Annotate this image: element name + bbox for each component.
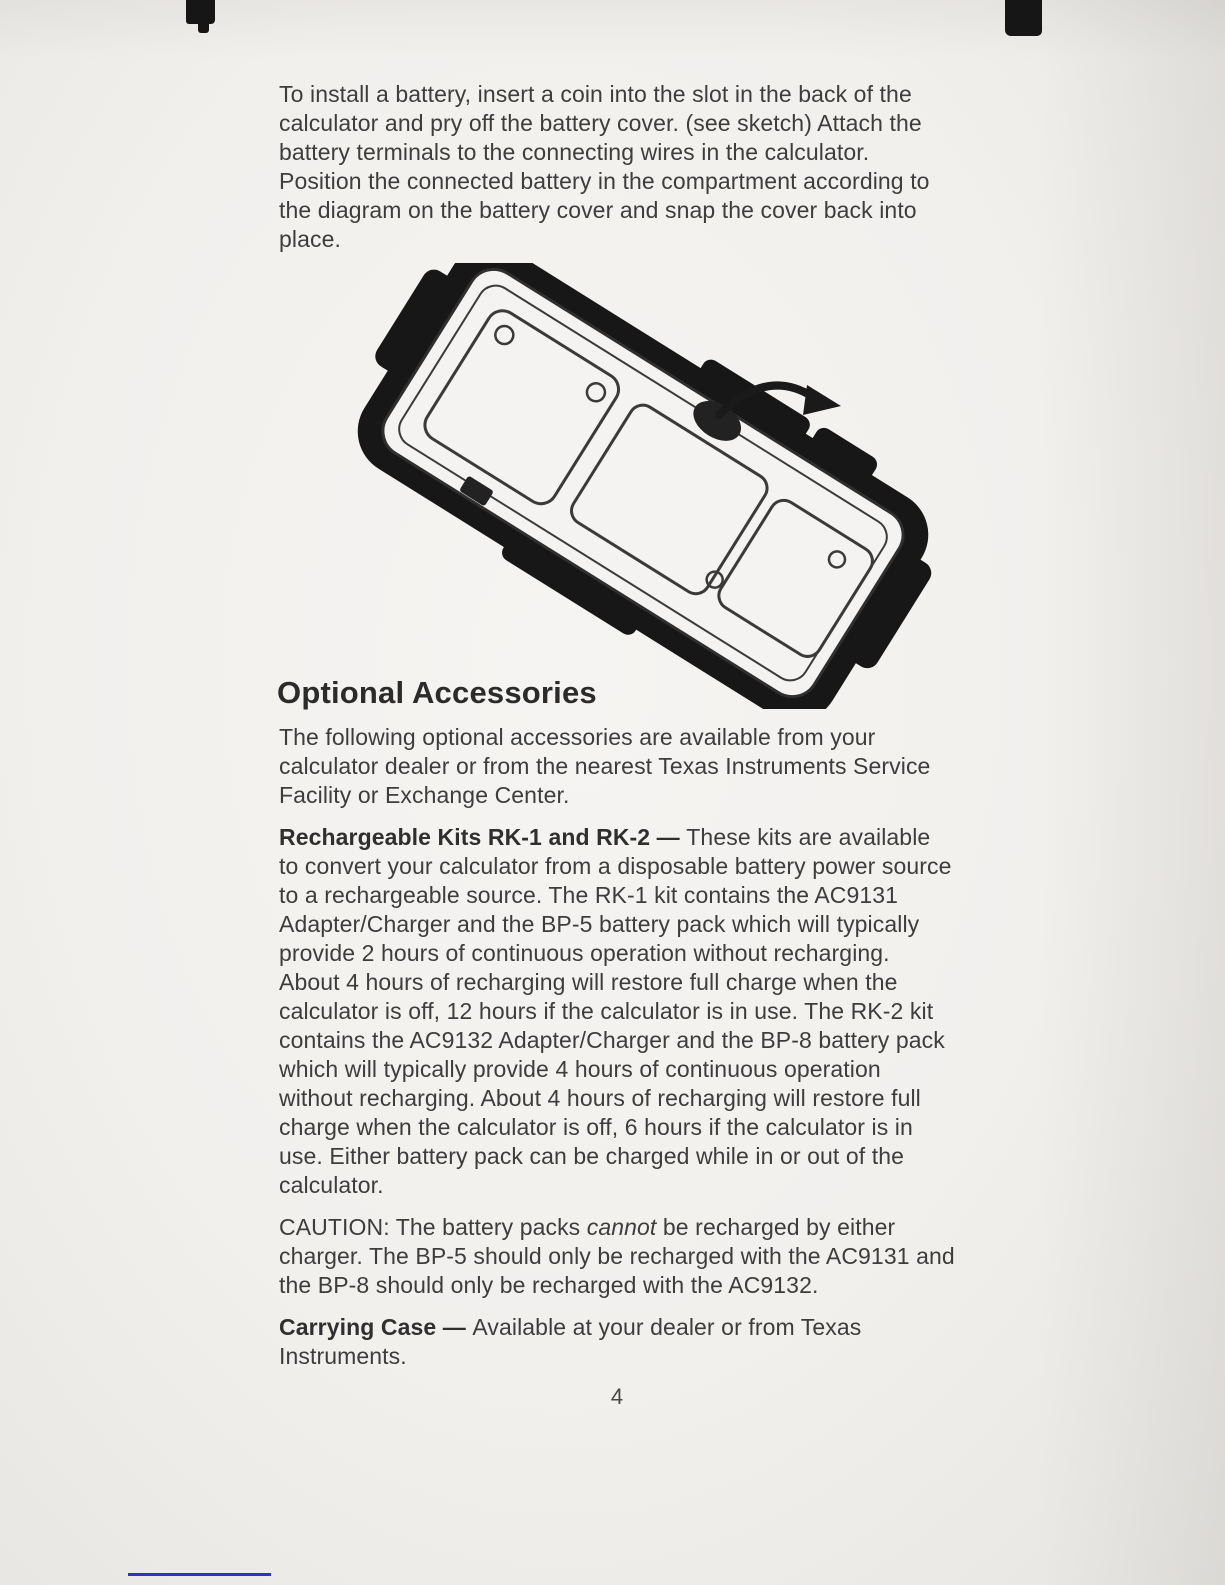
- caution-italic-word: cannot: [586, 1214, 657, 1240]
- caution-paragraph: [279, 1213, 955, 1300]
- carrying-case-body: Available at your dealer or from Texas Instruments.: [279, 1314, 862, 1369]
- rechargeable-kits-lead: Rechargeable Kits RK-1 and RK-2 —: [279, 824, 687, 850]
- scan-artifact-top-right: [1005, 0, 1042, 36]
- scan-artifact-top-left-tail: [198, 22, 209, 33]
- carrying-case-lead: Carrying Case —: [279, 1314, 473, 1340]
- caution-text-before: CAUTION: The battery packs: [279, 1214, 587, 1240]
- page-number: 4: [610, 1384, 624, 1409]
- scan-right-shading: [1035, 0, 1225, 1585]
- calculator-back-sketch-icon: [351, 263, 935, 709]
- calculator-back-illustration: [279, 267, 955, 671]
- accessories-intro-paragraph: The following optional accessories are available from your calculator dealer or from the nearest Texas Instruments Service Facility or Exchange Center.: [279, 724, 931, 808]
- carrying-case-paragraph: [279, 1313, 955, 1371]
- scan-artifact-blue-line: [128, 1573, 271, 1576]
- rechargeable-kits-body: These kits are available to convert your calculator from a disposable battery power source to a rechargeable source. The RK-1 kit contains the AC9131 Adapter/Charger and the BP-5 battery pack which will typically provide 2 hours of continuous operation without recharging. About 4 hours of recharging will restore full charge when the calculator is off, 12 hours if the calculator is in use. The RK-2 kit contains the AC9132 Adapter/Charger and the BP-8 battery pack which will typically provide 4 hours of continuous operation without recharging. About 4 hours of recharging will restore full charge when the calculator is off, 6 hours if the calculator is in use. Either battery pack can be charged while in or out of the calculator.: [279, 824, 952, 1198]
- caution-text-after: be recharged by either charger. The BP-5 should only be recharged with the AC9131 and the BP-8 should only be recharged with the AC9132.: [279, 1214, 955, 1298]
- section-heading: Optional Accessories: [277, 675, 597, 710]
- manual-page: [279, 80, 955, 1410]
- rechargeable-kits-paragraph: [279, 823, 955, 1200]
- intro-paragraph: To install a battery, insert a coin into the slot in the back of the calculator and pry off the battery cover. (see sketch) Attach the battery terminals to the connecting wires in the calculator. Position the connected battery in the compartment according to the diagram on the battery cover and snap the cover back into place.: [279, 81, 930, 252]
- scan-artifact-top-left: [186, 0, 215, 24]
